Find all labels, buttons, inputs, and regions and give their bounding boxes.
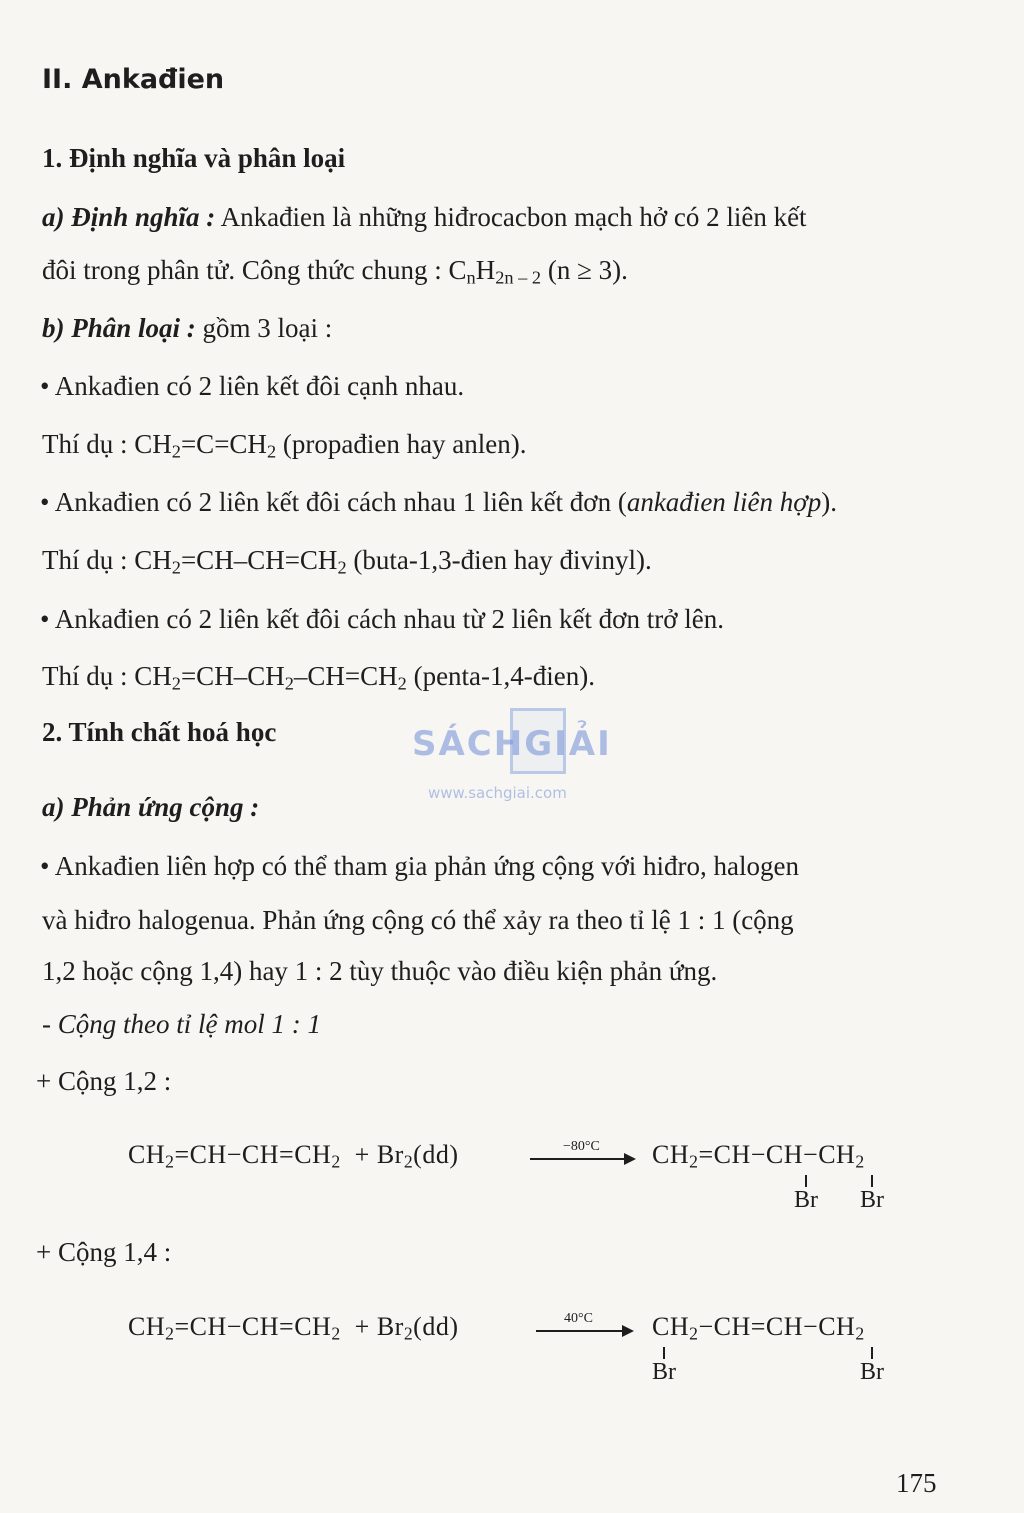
- watermark-text: SÁCHGIẢI: [412, 724, 612, 764]
- classification-line: [42, 313, 332, 344]
- bullet-icon: •: [40, 604, 50, 634]
- example-2: Thí dụ : $CH_2=CH-CH=CH_2$ (buta-1,3-đien hay đivinyl).: [42, 545, 652, 578]
- bullet-item-3: • Ankađien có 2 liên kết đôi cách nhau từ 2 liên kết đơn trở lên.: [40, 604, 724, 634]
- bond-line: [663, 1347, 665, 1359]
- paragraph-line-3: 1,2 hoặc cộng 1,4) hay 1 : 2 tùy thuộc vào điều kiện phản ứng.: [42, 956, 718, 986]
- addition-12-label: + Cộng 1,2 :: [36, 1066, 172, 1096]
- equation-2-condition: 40°C: [564, 1311, 593, 1326]
- equation-2-product: $CH_2-CH=CH-CH_2$: [652, 1312, 865, 1344]
- addition-label: a) Phản ứng cộng :: [42, 792, 260, 822]
- paragraph-line-1: • Ankađien liên hợp có thể tham gia phản ứng cộng với hiđro, halogen: [40, 851, 799, 881]
- formula-sub-n: n: [466, 267, 476, 288]
- equation-1-reactants: $CH_2=CH-CH=CH_2 + Br_2(dd)$: [128, 1140, 459, 1172]
- equation-2-reactants: $CH_2=CH-CH=CH_2 + Br_2(dd)$: [128, 1312, 459, 1344]
- substituent-br: Br: [652, 1359, 676, 1385]
- classification-label: b) Phân loại :: [42, 313, 196, 343]
- heading-chemical-properties: 2. Tính chất hoá học: [42, 717, 277, 747]
- page-number: 175: [896, 1468, 937, 1498]
- heading-definition: 1. Định nghĩa và phân loại: [42, 143, 346, 173]
- watermark-url: www.sachgiai.com: [428, 784, 567, 802]
- section-title: II. Ankađien: [42, 64, 225, 95]
- ratio-subheading: - Cộng theo tỉ lệ mol 1 : 1: [42, 1009, 321, 1039]
- bullet-item-2: • Ankađien có 2 liên kết đôi cách nhau 1 liên kết đơn (ankađien liên hợp).: [40, 487, 837, 517]
- definition-text: Ankađien là những hiđrocacbon mạch hở có 2 liên kết: [215, 202, 807, 232]
- equation-1-product: $CH_2=CH-CH-CH_2$: [652, 1140, 865, 1172]
- substituent-br: Br: [860, 1359, 884, 1385]
- arrow-head-icon: [622, 1325, 634, 1337]
- definition-line-2: [42, 255, 628, 286]
- equation-2-arrow: [536, 1330, 624, 1332]
- bullet-icon: •: [40, 851, 50, 881]
- definition-label: a) Định nghĩa :: [42, 202, 216, 232]
- formula-sub-2n: 2n – 2: [495, 267, 542, 288]
- bullet-icon: •: [40, 487, 50, 517]
- bullet-icon: •: [40, 371, 50, 401]
- formula-h: H: [475, 255, 496, 285]
- addition-14-label: + Cộng 1,4 :: [36, 1237, 172, 1267]
- arrow-head-icon: [624, 1153, 636, 1165]
- bond-line: [805, 1175, 807, 1187]
- paragraph-line-2: và hiđro halogenua. Phản ứng cộng có thể xảy ra theo tỉ lệ 1 : 1 (cộng: [42, 905, 794, 935]
- example-3: Thí dụ : $CH_2=CH-CH_2-CH=CH_2$ (penta-1,4-đien).: [42, 661, 595, 694]
- formula-intro: đôi trong phân tử. Công thức chung : C: [42, 255, 467, 285]
- bullet-text: Ankađien có 2 liên kết đôi cạnh nhau.: [54, 371, 465, 401]
- definition-line-1: [42, 202, 807, 233]
- bond-line: [871, 1175, 873, 1187]
- classification-text: gồm 3 loại :: [195, 313, 333, 343]
- substituent-br: Br: [794, 1187, 818, 1213]
- bullet-item-1: [40, 371, 464, 402]
- substituent-br: Br: [860, 1187, 884, 1213]
- example-1: Thí dụ : $CH_2=C=CH_2$ (propađien hay anlen).: [42, 429, 527, 462]
- formula-condition: (n ≥ 3).: [541, 255, 628, 285]
- equation-1-arrow: [530, 1158, 626, 1160]
- bond-line: [871, 1347, 873, 1359]
- equation-1-condition: −80°C: [563, 1139, 600, 1154]
